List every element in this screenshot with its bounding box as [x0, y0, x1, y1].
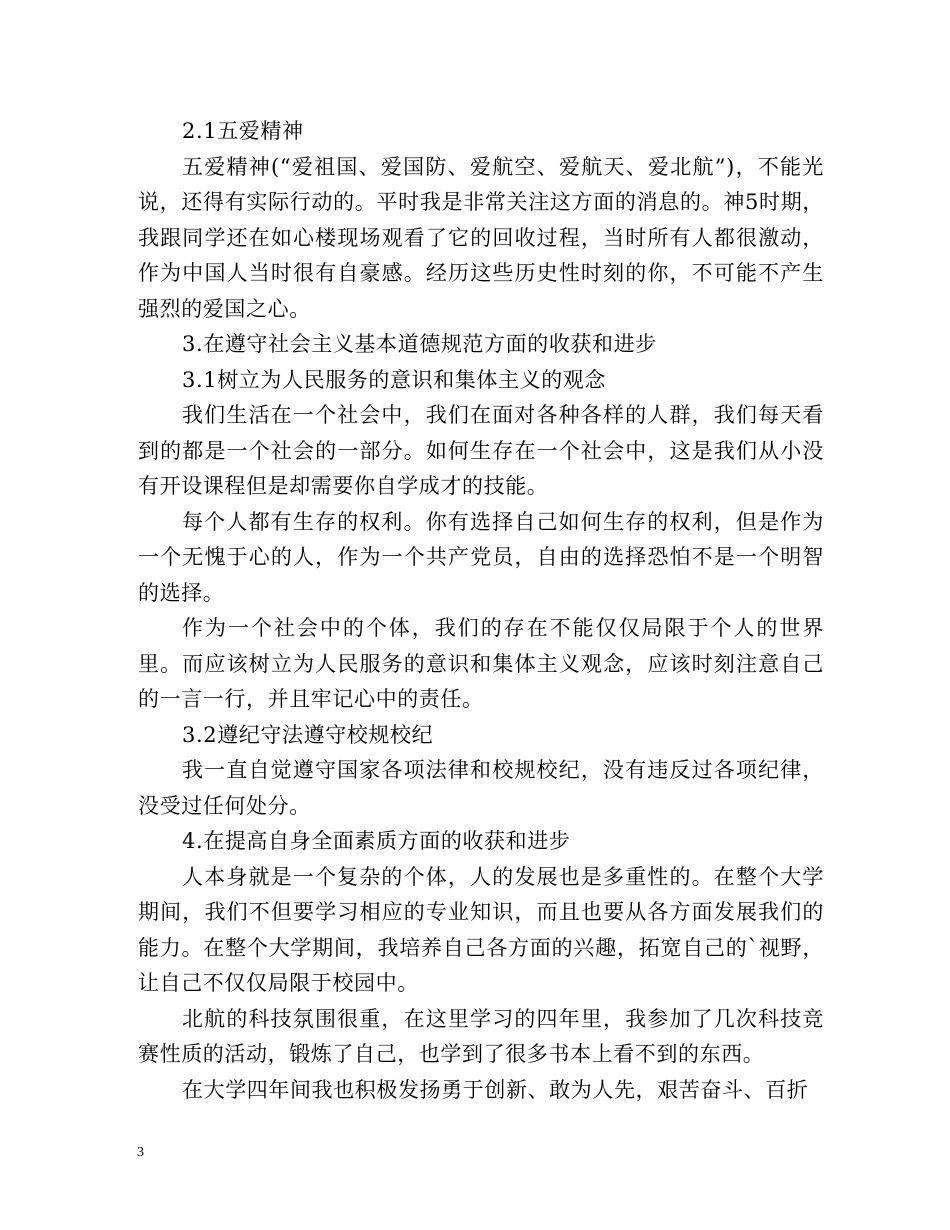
paragraph: 我们生活在一个社会中，我们在面对各种各样的人群，我们每天看到的都是一个社会的一部分。如何生存在一个社会中，这是我们从小没有开设课程但是却需要你自学成才的技能。 [138, 403, 824, 498]
heading-3: 3.在遵守社会主义基本道德规范方面的收获和进步 [182, 332, 657, 356]
page-number: 3 [137, 1145, 144, 1160]
heading-3-1: 3.1树立为人民服务的意识和集体主义的观念 [182, 367, 606, 392]
paragraph: 我一直自觉遵守国家各项法律和校规校纪，没有违反过各项纪律，没受过任何处分。 [138, 758, 824, 818]
paragraph: 五爱精神(“爱祖国、爱国防、爱航空、爱航天、爱北航”)，不能光说，还得有实际行动的。平时我是非常关注这方面的消息的。神5时期，我跟同学还在如心楼现场观看了它的回收过程，当时所有人都很激动，作为中国人当时很有自豪感。经历这些历史性时刻的你，不可能不产生强烈的爱国之心。 [138, 154, 824, 321]
document-body [138, 114, 824, 1108]
heading-4: 4.在提高自身全面素质方面的收获和进步 [182, 829, 571, 853]
paragraph: 人本身就是一个复杂的个体，人的发展也是多重性的。在整个大学期间，我们不但要学习相应的专业知识，而且也要从各方面发展我们的能力。在整个大学期间，我培养自己各方面的兴趣，拓宽自己的`视野，让自己不仅仅局限于校园中。 [138, 864, 824, 995]
paragraph: 北航的科技氛围很重，在这里学习的四年里，我参加了几次科技竞赛性质的活动，锻炼了自己，也学到了很多书本上看不到的东西。 [138, 1006, 824, 1066]
paragraph: 在大学四年间我也积极发扬勇于创新、敢为人先，艰苦奋斗、百折 [182, 1077, 809, 1102]
paragraph: 每个人都有生存的权利。你有选择自己如何生存的权利，但是作为一个无愧于心的人，作为一个共产党员，自由的选择恐怕不是一个明智的选择。 [138, 509, 824, 605]
paragraph: 作为一个社会中的个体，我们的存在不能仅仅局限于个人的世界里。而应该树立为人民服务的意识和集体主义观念，应该时刻注意自己的一言一行，并且牢记心中的责任。 [138, 616, 824, 711]
heading-3-2: 3.2遵纪守法遵守校规校纪 [182, 722, 434, 747]
heading-2-1: 2.1五爱精神 [182, 119, 304, 143]
